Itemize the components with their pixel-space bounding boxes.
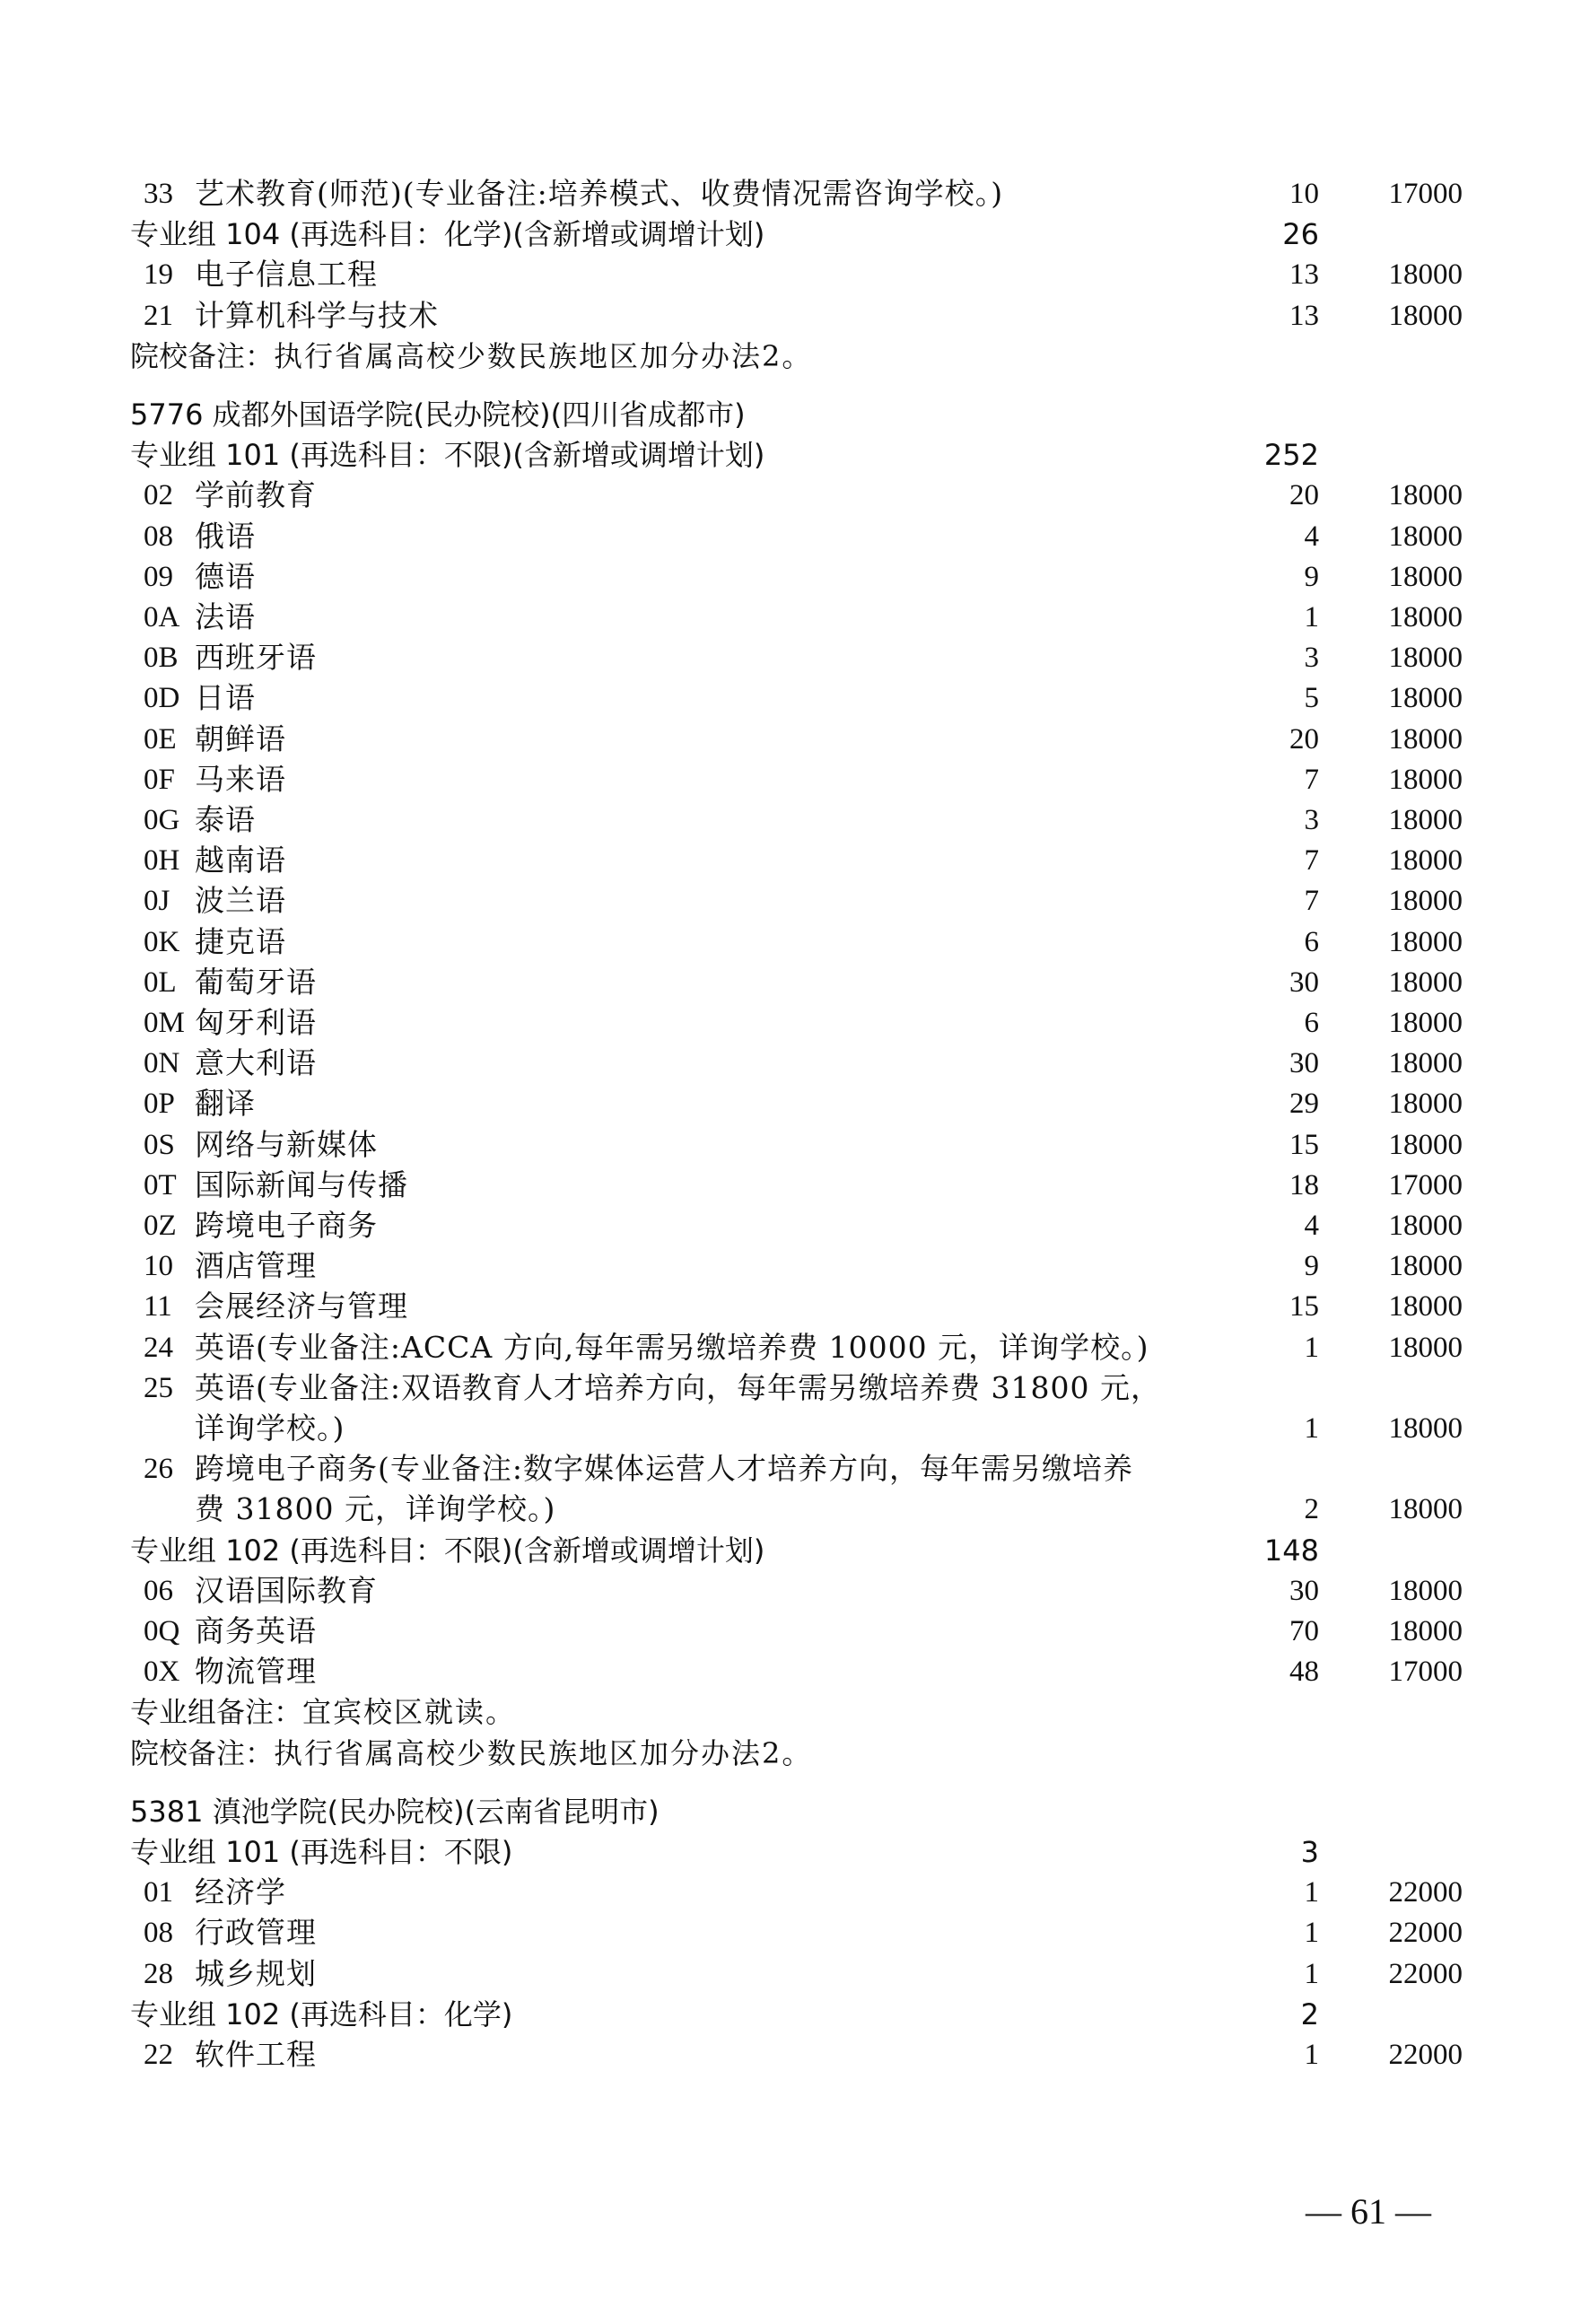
plan-count: 10	[1289, 178, 1319, 210]
group-title: 专业组 101 (再选科目：不限)	[130, 1835, 513, 1869]
plan-count: 15	[1289, 1290, 1319, 1324]
plan-count: 48	[1289, 1656, 1319, 1689]
major-code: 0X	[144, 1656, 180, 1689]
major-row	[130, 1124, 1463, 1166]
note-row	[130, 1733, 1463, 1774]
group-row	[130, 1994, 1463, 2035]
note-label: 院校备注：	[130, 1735, 275, 1770]
major-row	[130, 677, 1463, 719]
note-row	[130, 1691, 1463, 1733]
major-code: 0H	[144, 844, 180, 878]
page-number: — 61 —	[1306, 2191, 1431, 2232]
major-name: 葡萄牙语	[195, 964, 317, 1000]
major-code: 08	[144, 1917, 173, 1950]
major-code: 0E	[144, 722, 177, 756]
plan-count: 4	[1304, 1210, 1319, 1242]
plan-count: 13	[1289, 299, 1319, 332]
note-row	[130, 336, 1463, 377]
tuition-fee: 18000	[1388, 258, 1463, 292]
plan-count: 30	[1289, 1047, 1319, 1080]
group-title: 专业组 102 (再选科目：不限)(含新增或调增计划)	[130, 1533, 765, 1568]
major-code: 0P	[144, 1088, 175, 1121]
major-row	[130, 1953, 1463, 1995]
note-text: 执行省属高校少数民族地区加分办法2。	[274, 338, 813, 373]
tuition-fee: 18000	[1388, 560, 1463, 593]
plan-count: 30	[1289, 1574, 1319, 1607]
school-title: 5776 成都外国语学院(民办院校)(四川省成都市)	[130, 398, 746, 432]
group-plan-total: 252	[1263, 438, 1319, 473]
tuition-fee: 18000	[1388, 299, 1463, 332]
note	[130, 336, 812, 377]
tuition-fee: 18000	[1388, 1290, 1463, 1324]
major-code: 11	[144, 1290, 172, 1324]
major-name: 计算机科学与技术	[195, 297, 439, 333]
plan-count: 2	[1304, 1493, 1319, 1526]
major-code: 28	[144, 1957, 173, 1990]
tuition-fee: 18000	[1388, 804, 1463, 836]
major-name: 会展经济与管理	[195, 1289, 408, 1324]
note-label: 院校备注：	[130, 338, 275, 373]
tuition-fee: 18000	[1388, 965, 1463, 999]
group-plan-total: 148	[1263, 1533, 1319, 1568]
tuition-fee: 18000	[1388, 1574, 1463, 1607]
major-name: 越南语	[195, 843, 286, 878]
major-code: 26	[144, 1453, 173, 1486]
tuition-fee: 17000	[1388, 1168, 1463, 1201]
plan-count: 5	[1304, 682, 1319, 715]
plan-count: 18	[1289, 1168, 1319, 1201]
major-code: 19	[144, 258, 173, 292]
tuition-fee: 18000	[1388, 1412, 1463, 1445]
major-row	[130, 1872, 1463, 1913]
major-name: 学前教育	[195, 477, 317, 513]
plan-count: 1	[1304, 1331, 1319, 1364]
tuition-fee: 18000	[1388, 722, 1463, 756]
major-name: 物流管理	[195, 1654, 317, 1690]
group-plan-total: 2	[1300, 1996, 1319, 2031]
major-row	[130, 719, 1463, 760]
plan-count: 20	[1289, 722, 1319, 756]
major-row	[130, 1083, 1463, 1124]
major-code: 0M	[144, 1007, 185, 1039]
plan-count: 7	[1304, 844, 1319, 878]
major-name: 行政管理	[195, 1915, 317, 1951]
major-row	[130, 1570, 1463, 1612]
note-text: 执行省属高校少数民族地区加分办法2。	[274, 1735, 813, 1770]
major-row	[130, 840, 1463, 881]
major-name: 英语(专业备注:ACCA 方向,每年需另缴培养费 10000 元，详询学校。)	[195, 1329, 1149, 1365]
plan-count: 13	[1289, 258, 1319, 292]
major-row	[130, 556, 1463, 598]
major-code: 0S	[144, 1128, 175, 1161]
note-label: 专业组备注：	[130, 1695, 303, 1730]
major-code: 02	[144, 479, 173, 512]
plan-count: 3	[1304, 804, 1319, 836]
major-row	[130, 295, 1463, 336]
major-code: 0G	[144, 804, 180, 836]
major-code: 10	[144, 1250, 173, 1283]
major-values	[130, 1489, 1463, 1530]
major-code: 24	[144, 1331, 173, 1364]
plan-count: 6	[1304, 925, 1319, 958]
major-code: 08	[144, 520, 173, 553]
tuition-fee: 22000	[1388, 1876, 1463, 1909]
major-name: 匈牙利语	[195, 1005, 317, 1040]
major-code: 06	[144, 1574, 173, 1607]
major-code: 0N	[144, 1047, 180, 1080]
plan-count: 4	[1304, 520, 1319, 553]
major-row	[130, 1611, 1463, 1652]
tuition-fee: 18000	[1388, 1250, 1463, 1283]
major-row	[130, 962, 1463, 1003]
major-row	[130, 1327, 1463, 1368]
plan-count: 6	[1304, 1007, 1319, 1039]
major-name: 汉语国际教育	[195, 1572, 378, 1608]
major-code: 0A	[144, 601, 180, 633]
tuition-fee: 17000	[1388, 178, 1463, 210]
group-row	[130, 1530, 1463, 1571]
plan-count: 7	[1304, 885, 1319, 918]
tuition-fee: 17000	[1388, 1656, 1463, 1689]
tuition-fee: 18000	[1388, 520, 1463, 553]
major-row	[130, 799, 1463, 841]
major-code: 0J	[144, 885, 170, 918]
tuition-fee: 18000	[1388, 1210, 1463, 1242]
group-plan-total: 26	[1282, 217, 1319, 252]
major-row	[130, 1165, 1463, 1206]
major-name: 商务英语	[195, 1613, 317, 1648]
tuition-fee: 18000	[1388, 925, 1463, 958]
major-name: 泰语	[195, 802, 256, 837]
major-row	[130, 2034, 1463, 2075]
major-name: 德语	[195, 558, 256, 594]
plan-count: 1	[1304, 1412, 1319, 1445]
major-row	[130, 880, 1463, 922]
plan-count: 30	[1289, 965, 1319, 999]
plan-count: 1	[1304, 2039, 1319, 2071]
major-name: 日语	[195, 680, 256, 716]
plan-count: 20	[1289, 479, 1319, 512]
tuition-fee: 22000	[1388, 1917, 1463, 1950]
major-row	[130, 475, 1463, 516]
group-row	[130, 434, 1463, 476]
major-row	[130, 1002, 1463, 1044]
plan-count: 1	[1304, 1957, 1319, 1990]
tuition-fee: 18000	[1388, 885, 1463, 918]
major-row	[130, 1286, 1463, 1327]
tuition-fee: 18000	[1388, 1615, 1463, 1647]
major-code: 0D	[144, 682, 180, 715]
major-name: 电子信息工程	[195, 257, 378, 293]
major-code: 0Q	[144, 1615, 180, 1647]
major-code: 0L	[144, 965, 177, 999]
plan-count: 29	[1289, 1088, 1319, 1121]
tuition-fee: 18000	[1388, 1128, 1463, 1161]
major-code: 33	[144, 178, 173, 210]
tuition-fee: 18000	[1388, 844, 1463, 878]
major-name: 国际新闻与传播	[195, 1166, 408, 1202]
school-title: 5381 滇池学院(民办院校)(云南省昆明市)	[130, 1794, 660, 1829]
major-name-continued: 费 31800 元，详询学校。)	[195, 1491, 556, 1527]
group-plan-total: 3	[1300, 1835, 1319, 1869]
major-row	[130, 597, 1463, 638]
plan-count: 3	[1304, 642, 1319, 675]
major-name: 俄语	[195, 518, 256, 554]
major-name: 软件工程	[195, 2037, 317, 2072]
major-name: 法语	[195, 599, 256, 634]
major-name: 马来语	[195, 761, 286, 797]
major-name: 酒店管理	[195, 1248, 317, 1284]
tuition-fee: 18000	[1388, 1088, 1463, 1121]
major-name: 捷克语	[195, 923, 286, 959]
major-name: 西班牙语	[195, 640, 317, 676]
tuition-fee: 18000	[1388, 1007, 1463, 1039]
major-name: 经济学	[195, 1874, 286, 1910]
major-row	[130, 1245, 1463, 1287]
tuition-fee: 18000	[1388, 601, 1463, 633]
school-row	[130, 394, 1463, 435]
major-code: 0B	[144, 642, 179, 675]
plan-count: 15	[1289, 1128, 1319, 1161]
major-row	[130, 759, 1463, 800]
major-row	[130, 922, 1463, 963]
major-name: 跨境电子商务(专业备注:数字媒体运营人才培养方向，每年需另缴培养	[195, 1451, 1133, 1487]
major-code: 0Z	[144, 1210, 177, 1242]
major-code: 09	[144, 560, 173, 593]
major-row	[130, 1912, 1463, 1953]
major-name: 波兰语	[195, 883, 286, 919]
tuition-fee: 18000	[1388, 1047, 1463, 1080]
plan-count: 9	[1304, 560, 1319, 593]
note-text: 宜宾校区就读。	[302, 1695, 517, 1730]
major-row	[130, 516, 1463, 557]
major-name: 跨境电子商务	[195, 1208, 378, 1243]
tuition-fee: 18000	[1388, 642, 1463, 675]
plan-count: 9	[1304, 1250, 1319, 1283]
group-title: 专业组 101 (再选科目：不限)(含新增或调增计划)	[130, 438, 765, 473]
major-row	[130, 1367, 1463, 1409]
plan-count: 7	[1304, 763, 1319, 796]
note	[130, 1691, 516, 1733]
major-name: 英语(专业备注:双语教育人才培养方向，每年需另缴培养费 31800 元，	[195, 1369, 1161, 1405]
major-name-continued: 详询学校。)	[195, 1411, 345, 1446]
group-row	[130, 214, 1463, 255]
note	[130, 1733, 812, 1774]
major-name: 朝鲜语	[195, 721, 286, 756]
major-code: 0F	[144, 763, 175, 796]
major-name: 网络与新媒体	[195, 1126, 378, 1162]
group-title: 专业组 102 (再选科目：化学)	[130, 1996, 513, 2031]
major-code: 0K	[144, 925, 180, 958]
tuition-fee: 22000	[1388, 2039, 1463, 2071]
plan-count: 1	[1304, 601, 1319, 633]
tuition-fee: 18000	[1388, 1493, 1463, 1526]
major-name: 艺术教育(师范)(专业备注:培养模式、收费情况需咨询学校。)	[195, 176, 1004, 211]
major-row	[130, 1043, 1463, 1084]
major-name: 意大利语	[195, 1045, 317, 1081]
major-code: 0T	[144, 1168, 177, 1201]
plan-count: 1	[1304, 1917, 1319, 1950]
group-row	[130, 1831, 1463, 1873]
major-name: 翻译	[195, 1086, 256, 1122]
major-code: 25	[144, 1371, 173, 1404]
tuition-fee: 18000	[1388, 682, 1463, 715]
tuition-fee: 18000	[1388, 763, 1463, 796]
plan-count: 1	[1304, 1876, 1319, 1909]
major-row	[130, 637, 1463, 678]
major-row	[130, 1651, 1463, 1692]
plan-count: 70	[1289, 1615, 1319, 1647]
major-code: 01	[144, 1876, 173, 1909]
school-row	[130, 1791, 1463, 1832]
major-row	[130, 1205, 1463, 1246]
tuition-fee: 18000	[1388, 479, 1463, 512]
major-name: 城乡规划	[195, 1955, 317, 1991]
major-code: 21	[144, 299, 173, 332]
major-row	[130, 254, 1463, 295]
group-title: 专业组 104 (再选科目：化学)(含新增或调增计划)	[130, 217, 765, 252]
major-code: 22	[144, 2039, 173, 2071]
major-row	[130, 173, 1463, 214]
tuition-fee: 18000	[1388, 1331, 1463, 1364]
major-row	[130, 1448, 1463, 1490]
tuition-fee: 22000	[1388, 1957, 1463, 1990]
major-values	[130, 1408, 1463, 1449]
